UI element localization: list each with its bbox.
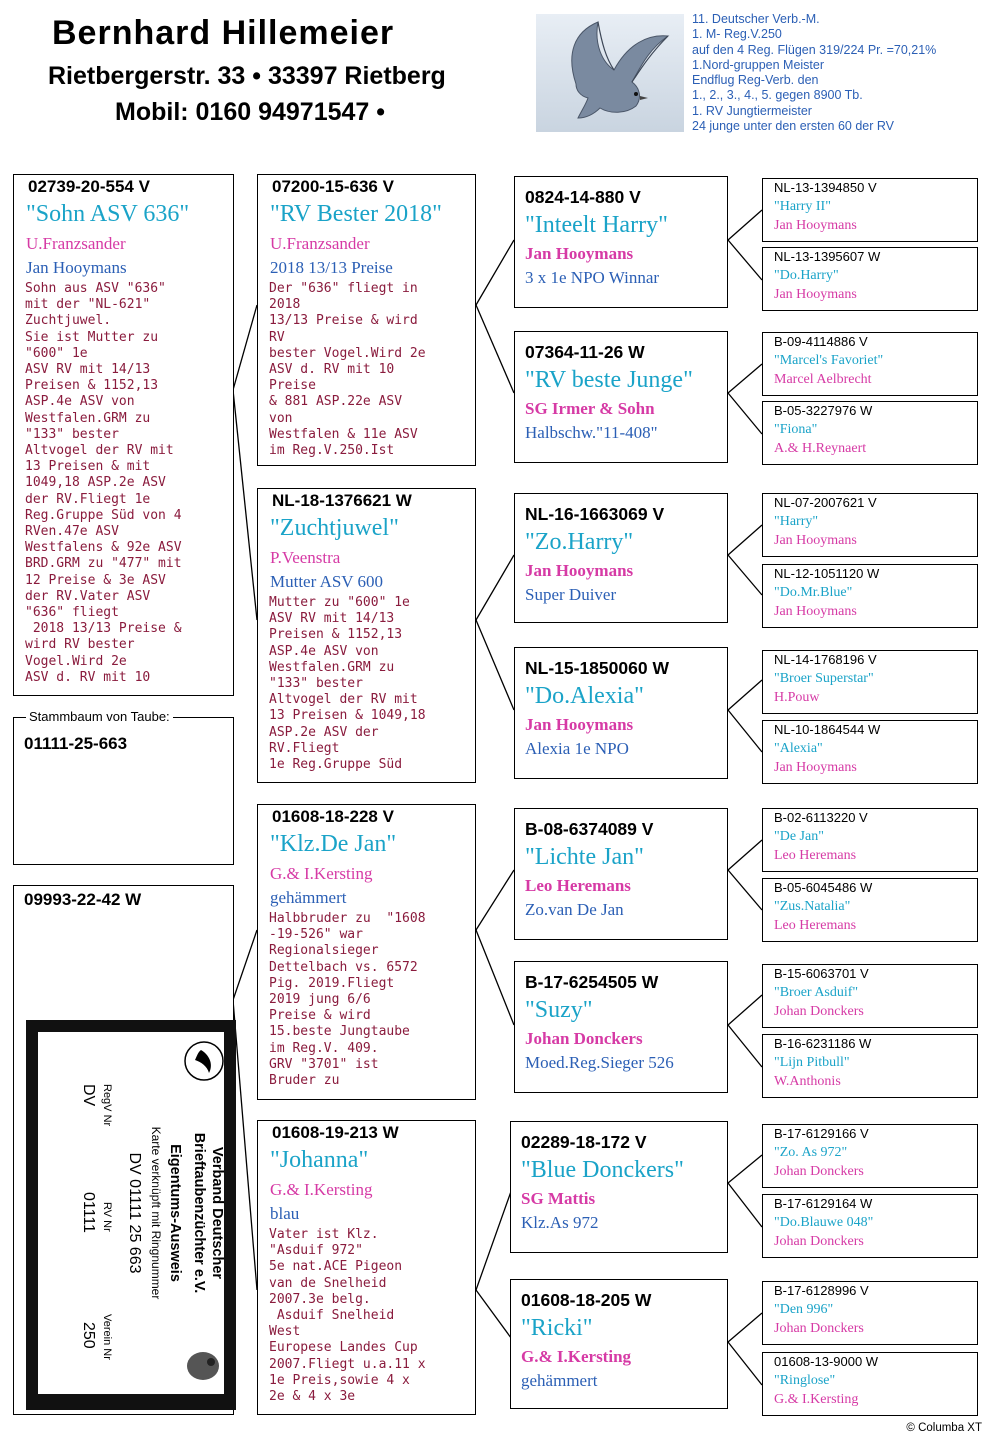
ownership-card-content: [45, 1032, 231, 1394]
ancestor-ring: B-17-6129166 V: [774, 1126, 869, 1141]
great-grandparent-info: gehämmert: [521, 1371, 598, 1390]
father-name: "Sohn ASV 636": [26, 201, 190, 227]
card-verein-value: 250: [80, 1322, 97, 1349]
father-card[interactable]: [13, 174, 234, 696]
mother-ring: 09993-22-42 W: [24, 890, 142, 909]
great-grandparent-card[interactable]: [514, 331, 728, 463]
achievement-line: 24 junge unter den ersten 60 der RV: [692, 119, 894, 134]
grandparent-info: 2018 13/13 Preise: [270, 258, 393, 277]
card-subtitle: Karte verknüpft mit Ringnummer: [149, 1126, 163, 1300]
achievement-line: 1. M- Reg.V.250: [692, 27, 782, 42]
ancestor-name: "Marcel's Favoriet": [774, 353, 884, 368]
ancestor-name: "Do.Blauwe 048": [774, 1215, 874, 1230]
ancestor-card[interactable]: [762, 1352, 978, 1416]
great-grandparent-owner: SG Mattis: [521, 1189, 596, 1208]
ancestor-name: "Fiona": [774, 422, 818, 437]
ancestor-owner: Johan Donckers: [774, 1004, 864, 1019]
ancestor-name: "Ringlose": [774, 1373, 836, 1388]
father-ring: 02739-20-554 V: [28, 177, 150, 196]
grandparent-card[interactable]: [257, 1120, 476, 1415]
great-grandparent-info: Alexia 1e NPO: [525, 739, 629, 758]
ancestor-ring: NL-13-1394850 V: [774, 180, 877, 195]
ancestor-name: "Broer Asduif": [774, 985, 859, 1000]
ancestor-name: "Harry II": [774, 199, 831, 214]
ancestor-card[interactable]: [762, 650, 978, 714]
grandparent-card[interactable]: [257, 804, 476, 1100]
great-grandparent-ring: 01608-18-205 W: [521, 1290, 652, 1310]
father-owner: U.Franzsander: [26, 234, 126, 253]
ancestor-card[interactable]: [762, 720, 978, 784]
grandparent-description: Mutter zu "600" 1e ASV RV mit 14/13 Preisen & 1152,13 ASP.4e ASV von Westfalen.GRM zu "133" bester Altvogel der RV mit 13 Preisen & 1049,18 ASP.2e ASV der RV.Fliegt 1e Reg.Gruppe Süd: [269, 595, 426, 773]
ancestor-card[interactable]: [762, 401, 978, 465]
ancestor-card[interactable]: [762, 332, 978, 396]
grandparent-info: Mutter ASV 600: [270, 572, 384, 591]
great-grandparent-card[interactable]: [514, 493, 728, 623]
grandparent-owner: P.Veenstra: [270, 548, 341, 567]
great-grandparent-owner: Jan Hooymans: [525, 244, 634, 263]
great-grandparent-name: "Ricki": [521, 1315, 593, 1341]
ancestor-name: "Lijn Pitbull": [774, 1055, 850, 1070]
great-grandparent-info: Halbschw."11-408": [525, 423, 658, 442]
ancestor-card[interactable]: [762, 808, 978, 872]
great-grandparent-owner: SG Irmer & Sohn: [525, 399, 655, 418]
ancestor-card[interactable]: [762, 493, 978, 557]
ancestor-owner: Jan Hooymans: [774, 533, 857, 548]
great-grandparent-name: "Suzy": [525, 997, 593, 1023]
achievement-line: 1.Nord-gruppen Meister: [692, 57, 825, 72]
ancestor-name: "Zus.Natalia": [774, 899, 851, 914]
great-grandparent-owner: Jan Hooymans: [525, 715, 634, 734]
card-rv-value: 01111: [80, 1192, 97, 1233]
ancestor-ring: NL-13-1395607 W: [774, 249, 881, 264]
great-grandparent-name: "Lichte Jan": [525, 844, 644, 870]
grandparent-description: Der "636" fliegt in 2018 13/13 Preise & wird RV bester Vogel.Wird 2e ASV d. RV mit 10 Preise & 881 ASP.22e ASV von Westfalen & 11e ASV im Reg.V.250.Ist: [269, 281, 426, 459]
grandparent-info: gehämmert: [270, 888, 347, 907]
ancestor-owner: G.& I.Kersting: [774, 1392, 859, 1407]
ancestor-card[interactable]: [762, 1124, 978, 1188]
ancestor-owner: Leo Heremans: [774, 918, 857, 933]
ancestor-card[interactable]: [762, 178, 978, 242]
ancestor-owner: W.Anthonis: [774, 1074, 841, 1089]
subject-label: Stammbaum von Taube:: [26, 709, 173, 724]
pigeon-photo: [536, 14, 684, 132]
card-title: Verband Deutscher: [209, 1146, 225, 1280]
card-heading: Eigentums-Ausweis: [167, 1144, 183, 1282]
card-ring-number: DV 01111 25 663: [126, 1152, 143, 1274]
grandparent-ring: NL-18-1376621 W: [272, 491, 412, 510]
ancestor-owner: Johan Donckers: [774, 1234, 864, 1249]
ancestor-owner: Jan Hooymans: [774, 604, 857, 619]
great-grandparent-card[interactable]: [514, 176, 728, 308]
ancestor-ring: B-02-6113220 V: [774, 810, 868, 825]
grandparent-owner: G.& I.Kersting: [270, 1180, 373, 1199]
breeder-address: Rietbergerstr. 33 • 33397 Rietberg: [48, 62, 446, 90]
great-grandparent-ring: 0824-14-880 V: [525, 187, 641, 207]
ancestor-name: "Alexia": [774, 741, 823, 756]
ancestor-name: "Harry": [774, 514, 819, 529]
ancestor-owner: Jan Hooymans: [774, 218, 857, 233]
great-grandparent-card[interactable]: [510, 1121, 728, 1253]
grandparent-description: Vater ist Klz. "Asduif 972" 5e nat.ACE Pigeon van de Snelheid 2007.3e belg. Asduif Snelheid West Europese Landes Cup 2007.Fliegt u.a.11 x 1e Preis,sowie 4 x 2e & 4 x 3e: [269, 1227, 426, 1405]
grandparent-card[interactable]: [257, 488, 476, 783]
ancestor-ring: NL-10-1864544 W: [774, 722, 881, 737]
great-grandparent-ring: B-17-6254505 W: [525, 972, 659, 992]
grandparent-ring: 01608-18-228 V: [272, 807, 394, 826]
ancestor-ring: B-17-6128996 V: [774, 1283, 869, 1298]
grandparent-owner: G.& I.Kersting: [270, 864, 373, 883]
ancestor-owner: Jan Hooymans: [774, 760, 857, 775]
father-info: Jan Hooymans: [26, 258, 127, 277]
ancestor-ring: B-09-4114886 V: [774, 334, 868, 349]
ancestor-card[interactable]: [762, 247, 978, 311]
great-grandparent-ring: 07364-11-26 W: [525, 342, 645, 362]
ancestor-ring: B-15-6063701 V: [774, 966, 869, 981]
ancestor-owner: Johan Donckers: [774, 1164, 864, 1179]
achievement-line: 11. Deutscher Verb.-M.: [692, 12, 820, 26]
grandparent-ring: 01608-19-213 W: [272, 1123, 399, 1142]
breeder-name: Bernhard Hillemeier: [52, 14, 395, 52]
ancestor-ring: NL-14-1768196 V: [774, 652, 877, 667]
pigeon-icon: [536, 14, 684, 132]
card-regv-value: DV: [80, 1084, 97, 1107]
ancestor-name: "Broer Superstar": [774, 671, 874, 686]
ownership-card-inner: [38, 1032, 224, 1394]
breeder-phone: Mobil: 0160 94971547 •: [115, 98, 386, 126]
great-grandparent-card[interactable]: [510, 1279, 728, 1409]
ancestor-name: "De Jan": [774, 829, 824, 844]
achievements-list: [692, 12, 992, 134]
ancestor-ring: B-05-6045486 W: [774, 880, 873, 895]
great-grandparent-owner: G.& I.Kersting: [521, 1347, 632, 1366]
achievement-line: 1., 2., 3., 4., 5. gegen 8900 Tb.: [692, 88, 863, 103]
great-grandparent-ring: NL-16-1663069 V: [525, 504, 665, 524]
great-grandparent-card[interactable]: [514, 647, 728, 779]
ancestor-ring: 01608-13-9000 W: [774, 1354, 879, 1369]
card-title: Brieftaubenzüchter e.V.: [191, 1132, 207, 1294]
ancestor-owner: H.Pouw: [774, 690, 820, 705]
copyright: © Columba XT: [906, 1422, 982, 1434]
grandparent-name: "RV Bester 2018": [270, 201, 442, 227]
ancestor-ring: NL-12-1051120 W: [774, 566, 880, 581]
great-grandparent-name: "Inteelt Harry": [525, 212, 668, 238]
achievement-line: auf den 4 Reg. Flügen 319/224 Pr. =70,21%: [692, 42, 937, 57]
ancestor-name: "Zo. As 972": [774, 1145, 848, 1160]
great-grandparent-info: Super Duiver: [525, 585, 617, 604]
grandparent-ring: 07200-15-636 V: [272, 177, 394, 196]
ancestor-owner: Marcel Aelbrecht: [774, 372, 872, 387]
ancestor-card[interactable]: [762, 564, 978, 628]
grandparent-description: Halbbruder zu "1608 -19-526" war Regionalsieger Dettelbach vs. 6572 Pig. 2019.Fliegt 2019 jung 6/6 Preise & wird 15.beste Jungtaube im Reg.V. 409. GRV "3701" ist Bruder zu: [269, 911, 426, 1089]
great-grandparent-owner: Leo Heremans: [525, 876, 631, 895]
ancestor-name: "Do.Harry": [774, 268, 839, 283]
ancestor-name: "Den 996": [774, 1302, 834, 1317]
subject-card[interactable]: [13, 717, 234, 865]
great-grandparent-name: "Blue Donckers": [521, 1157, 684, 1183]
achievement-line: Endflug Reg-Verb. den: [692, 73, 819, 88]
great-grandparent-owner: Johan Donckers: [525, 1029, 643, 1048]
subject-ring: 01111-25-663: [24, 734, 128, 753]
card-verein-label: Verein Nr: [101, 1314, 113, 1360]
ancestor-ring: B-05-3227976 W: [774, 403, 873, 418]
ancestor-ring: B-16-6231186 W: [774, 1036, 872, 1051]
ancestor-ring: B-17-6129164 W: [774, 1196, 873, 1211]
great-grandparent-ring: NL-15-1850060 W: [525, 658, 669, 678]
achievement-line: 1. RV Jungtiermeister: [692, 103, 812, 118]
great-grandparent-ring: B-08-6374089 V: [525, 819, 654, 839]
grandparent-name: "Zuchtjuwel": [270, 515, 399, 541]
ancestor-name: "Do.Mr.Blue": [774, 585, 853, 600]
ancestor-card[interactable]: [762, 1194, 978, 1258]
great-grandparent-card[interactable]: [514, 961, 728, 1093]
great-grandparent-card[interactable]: [514, 808, 728, 940]
ancestor-owner: Jan Hooymans: [774, 287, 857, 302]
grandparent-info: blau: [270, 1204, 300, 1223]
card-regv-label: RegV Nr: [101, 1084, 113, 1127]
father-description: Sohn aus ASV "636" mit der "NL-621" Zuchtjuwel. Sie ist Mutter zu "600" 1e ASV RV mit 14/13 Preisen & 1152,13 ASP.4e ASV von Westfalen.GRM zu "133" bester Altvogel der RV mit 13 Preisen & mit 1049,18 ASP.2e ASV der RV.Fliegt 1e Reg.Gruppe Süd von 4 RVen.47e ASV Westfalens & 92e ASV BRD.GRM zu "477" mit 12 Preise & 3e ASV der RV.Vater ASV "636" fliegt 2018 13/13 Preise & wird RV bester Vogel.Wird 2e ASV d. RV mit 10: [25, 281, 182, 685]
ancestor-ring: NL-07-2007621 V: [774, 495, 877, 510]
card-rv-label: RV Nr: [101, 1202, 113, 1232]
great-grandparent-info: 3 x 1e NPO Winnar: [525, 268, 660, 287]
ownership-card: [26, 1020, 236, 1410]
great-grandparent-name: "Do.Alexia": [525, 683, 644, 709]
grandparent-name: "Klz.De Jan": [270, 831, 397, 857]
great-grandparent-ring: 02289-18-172 V: [521, 1132, 647, 1152]
grandparent-owner: U.Franzsander: [270, 234, 370, 253]
great-grandparent-info: Klz.As 972: [521, 1213, 599, 1232]
ancestor-card[interactable]: [762, 1281, 978, 1345]
grandparent-name: "Johanna": [270, 1147, 369, 1173]
ancestor-owner: Johan Donckers: [774, 1321, 864, 1336]
ancestor-owner: Leo Heremans: [774, 848, 857, 863]
ancestor-card[interactable]: [762, 878, 978, 942]
great-grandparent-name: "Zo.Harry": [525, 529, 634, 555]
great-grandparent-info: Moed.Reg.Sieger 526: [525, 1053, 674, 1072]
great-grandparent-name: "RV beste Junge": [525, 367, 693, 393]
great-grandparent-owner: Jan Hooymans: [525, 561, 634, 580]
grandparent-card[interactable]: [257, 174, 476, 466]
ancestor-card[interactable]: [762, 964, 978, 1028]
great-grandparent-info: Zo.van De Jan: [525, 900, 624, 919]
ancestor-owner: A.& H.Reynaert: [774, 441, 867, 456]
ancestor-card[interactable]: [762, 1034, 978, 1098]
